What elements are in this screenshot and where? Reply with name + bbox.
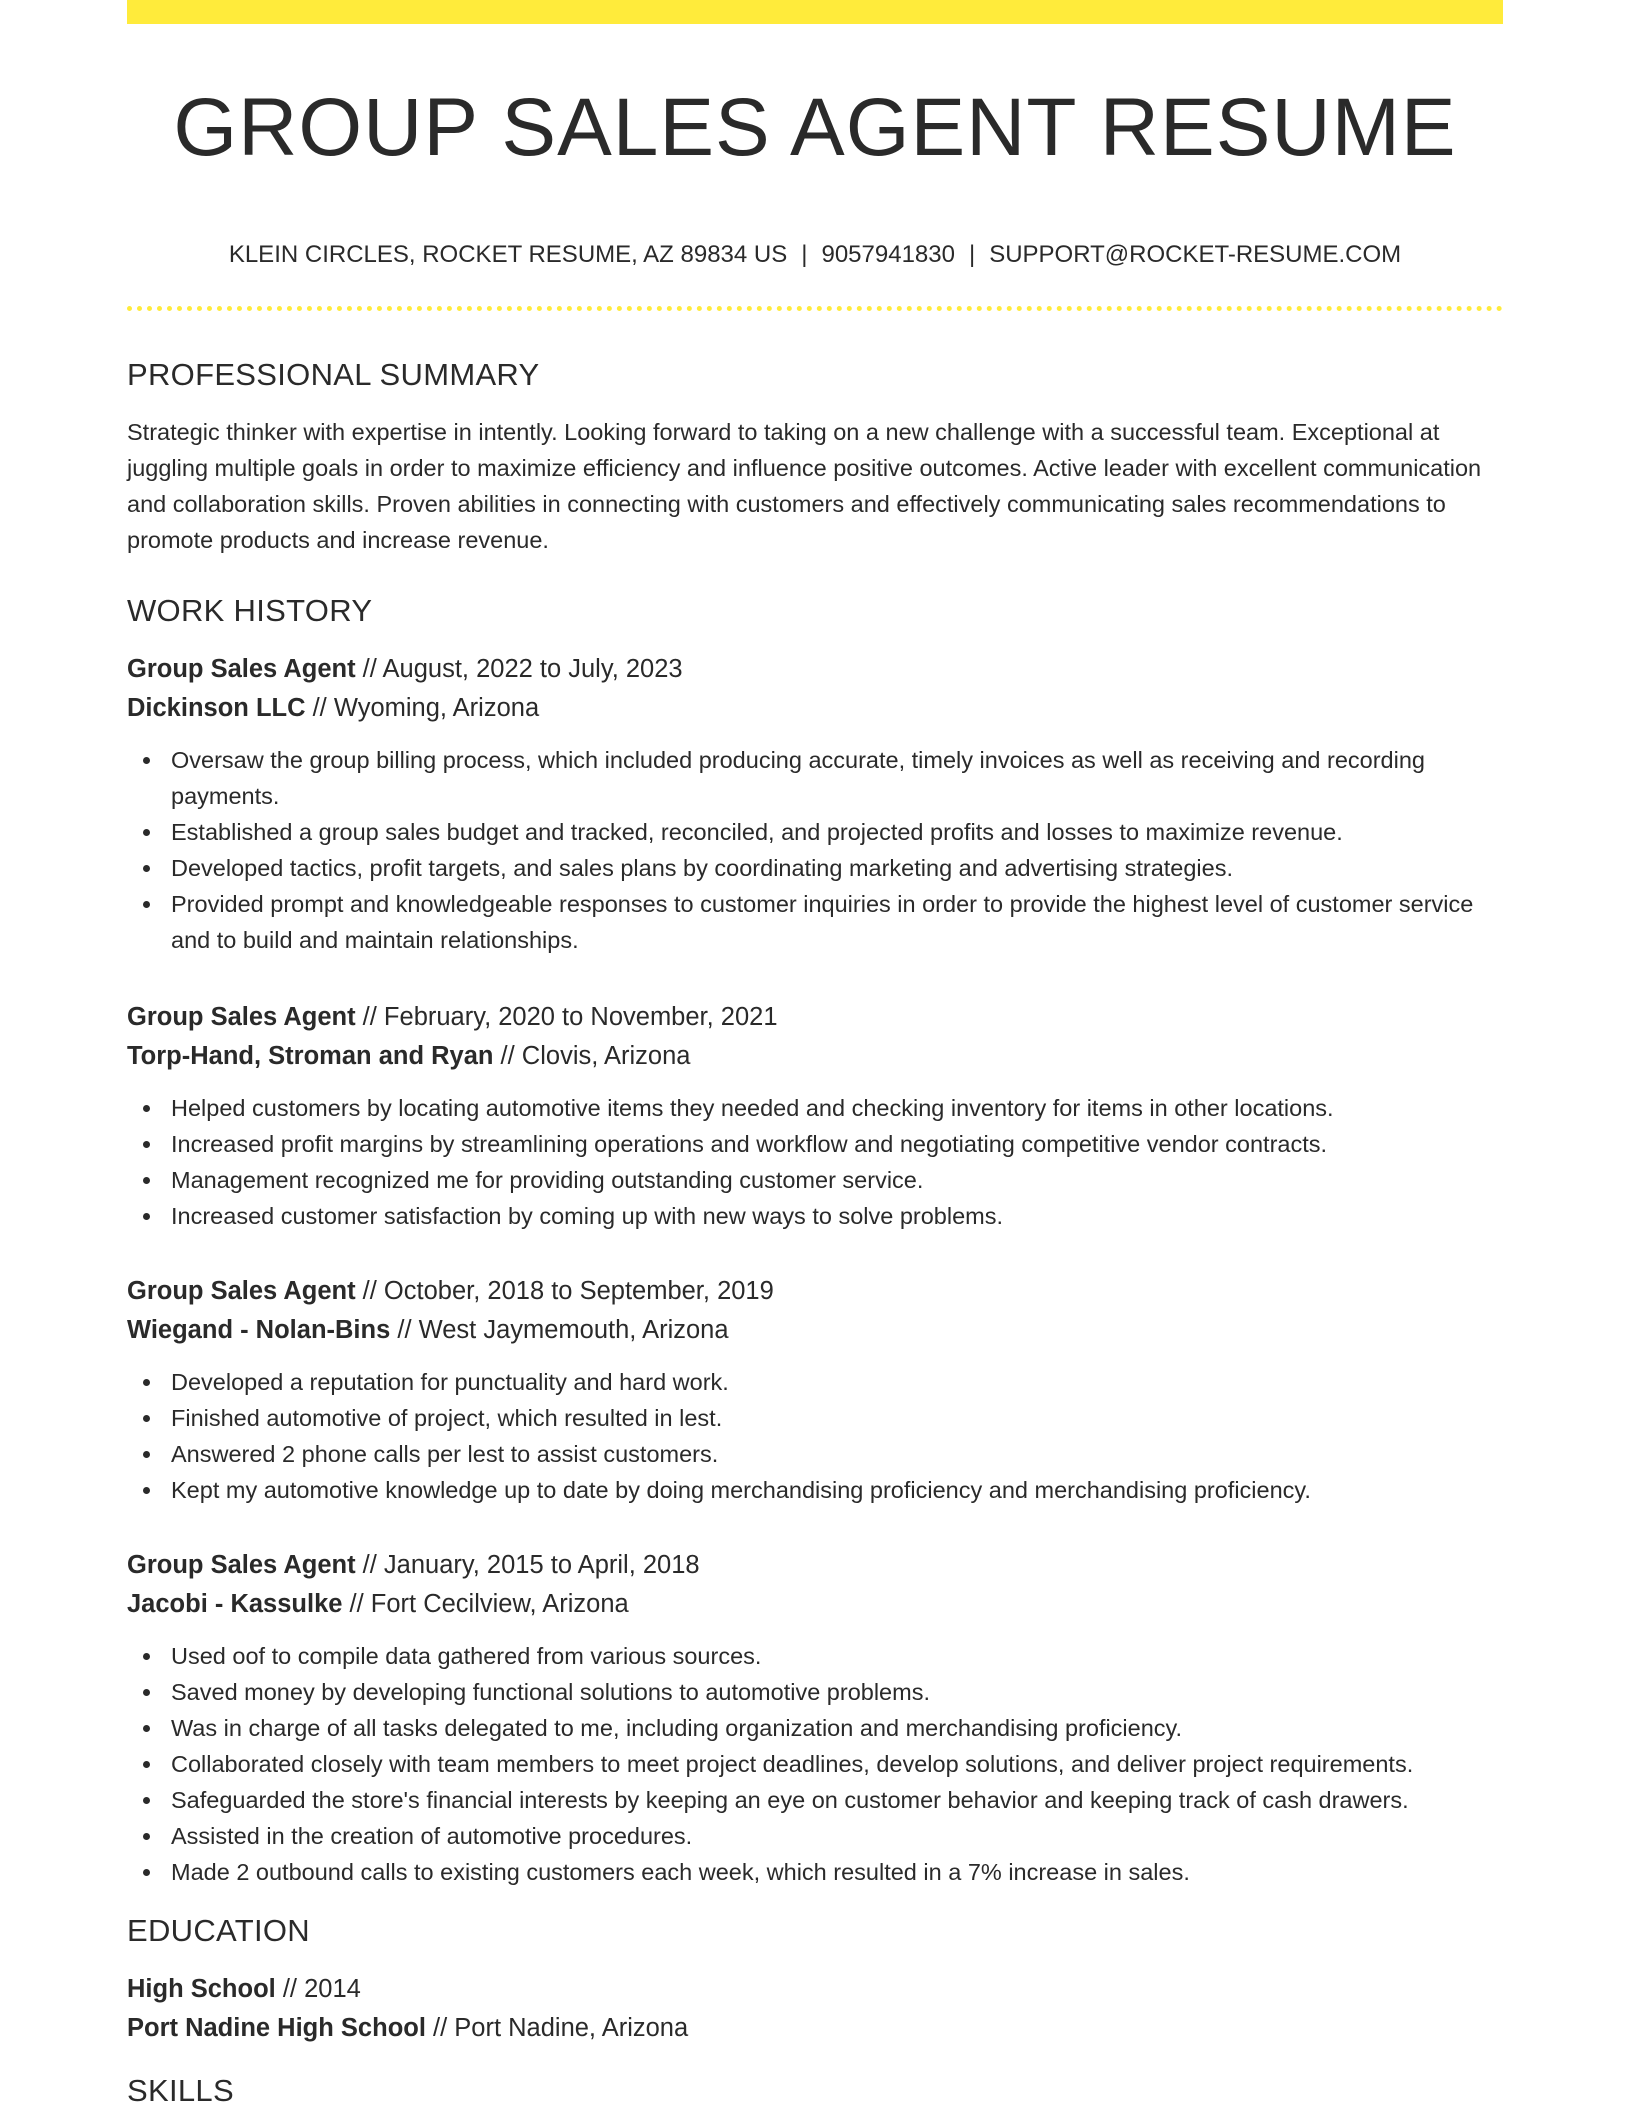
job-bullet-list — [127, 1364, 1503, 1508]
job-company: Wiegand - Nolan-Bins — [127, 1316, 391, 1344]
job-bullet-list — [127, 742, 1503, 958]
job-entry — [127, 1546, 1503, 1890]
job-bullet: Saved money by developing functional solutions to automotive problems. — [127, 1674, 1503, 1710]
summary-heading: PROFESSIONAL SUMMARY — [127, 357, 540, 392]
dotted-divider — [127, 306, 1503, 311]
education-degree-line — [127, 1970, 1503, 2009]
job-company: Dickinson LLC — [127, 694, 306, 722]
job-location: // Clovis, Arizona — [493, 1042, 691, 1070]
job-location: // Wyoming, Arizona — [305, 694, 540, 722]
summary-text: Strategic thinker with expertise in intently. Looking forward to taking on a new challenge with a successful team. Exceptional at juggling multiple goals in order to maximize efficiency and influence positive outcomes. Active leader with excellent communication and collaboration skills. Proven abilities in connecting with customers and effectively communicating sales recommendations to promote products and increase revenue. — [127, 419, 1482, 553]
job-dates: // February, 2020 to November, 2021 — [355, 1003, 778, 1031]
education-location: // Port Nadine, Arizona — [425, 2014, 689, 2042]
education-degree: High School — [127, 1975, 276, 2003]
job-entry — [127, 650, 1503, 958]
job-bullet-list — [127, 1090, 1503, 1234]
contact-phone: 9057941830 — [821, 241, 955, 268]
work-history-list — [127, 650, 1503, 1890]
job-company: Jacobi - Kassulke — [127, 1590, 343, 1618]
job-entry — [127, 998, 1503, 1234]
job-bullet: Used oof to compile data gathered from various sources. — [127, 1638, 1503, 1674]
education-school-line — [127, 2009, 1503, 2048]
job-bullet: Developed tactics, profit targets, and sales plans by coordinating marketing and advertising strategies. — [127, 850, 1503, 886]
job-dates: // January, 2015 to April, 2018 — [355, 1551, 700, 1579]
job-location: // West Jaymemouth, Arizona — [390, 1316, 729, 1344]
contact-separator: | — [968, 241, 976, 268]
job-entry — [127, 1272, 1503, 1508]
education-year: // 2014 — [275, 1975, 361, 2003]
resume-title: GROUP SALES AGENT RESUME — [173, 82, 1457, 173]
job-company-line — [127, 1311, 1503, 1350]
education-school: Port Nadine High School — [127, 2014, 426, 2042]
skills-heading: SKILLS — [127, 2073, 234, 2108]
work-history-heading: WORK HISTORY — [127, 593, 373, 628]
job-company: Torp-Hand, Stroman and Ryan — [127, 1042, 494, 1070]
job-bullet: Management recognized me for providing outstanding customer service. — [127, 1162, 1503, 1198]
job-bullet: Assisted in the creation of automotive procedures. — [127, 1818, 1503, 1854]
job-title: Group Sales Agent — [127, 1277, 356, 1305]
job-bullet: Kept my automotive knowledge up to date by doing merchandising proficiency and merchandising proficiency. — [127, 1472, 1503, 1508]
job-bullet: Was in charge of all tasks delegated to me, including organization and merchandising proficiency. — [127, 1710, 1503, 1746]
job-dates: // August, 2022 to July, 2023 — [355, 655, 683, 683]
contact-email: SUPPORT@ROCKET-RESUME.COM — [989, 241, 1402, 268]
job-company-line — [127, 1585, 1503, 1624]
job-bullet: Answered 2 phone calls per lest to assist customers. — [127, 1436, 1503, 1472]
job-bullet-list — [127, 1638, 1503, 1890]
job-bullet: Increased profit margins by streamlining operations and workflow and negotiating competitive vendor contracts. — [127, 1126, 1503, 1162]
job-bullet: Provided prompt and knowledgeable responses to customer inquiries in order to provide the highest level of customer service and to build and maintain relationships. — [127, 886, 1503, 958]
contact-line — [127, 238, 1503, 272]
job-bullet: Increased customer satisfaction by coming up with new ways to solve problems. — [127, 1198, 1503, 1234]
job-bullet: Collaborated closely with team members to meet project deadlines, develop solutions, and deliver project requirements. — [127, 1746, 1503, 1782]
job-company-line — [127, 1037, 1503, 1076]
job-company-line — [127, 689, 1503, 728]
job-bullet: Made 2 outbound calls to existing customers each week, which resulted in a 7% increase in sales. — [127, 1854, 1503, 1890]
job-location: // Fort Cecilview, Arizona — [342, 1590, 629, 1618]
contact-separator: | — [801, 241, 808, 268]
job-title: Group Sales Agent — [127, 1551, 356, 1579]
job-bullet: Oversaw the group billing process, which included producing accurate, timely invoices as well as receiving and recording payments. — [127, 742, 1503, 814]
job-bullet: Safeguarded the store's financial interests by keeping an eye on customer behavior and keeping track of cash drawers. — [127, 1782, 1503, 1818]
job-title-line — [127, 1272, 1503, 1311]
accent-bar — [127, 0, 1503, 24]
resume-content — [127, 354, 1503, 2112]
job-bullet: Developed a reputation for punctuality and hard work. — [127, 1364, 1503, 1400]
job-title: Group Sales Agent — [127, 655, 356, 683]
job-title-line — [127, 650, 1503, 689]
contact-address: KLEIN CIRCLES, ROCKET RESUME, AZ 89834 US — [228, 241, 788, 268]
job-title: Group Sales Agent — [127, 1003, 356, 1031]
job-bullet: Finished automotive of project, which resulted in lest. — [127, 1400, 1503, 1436]
job-title-line — [127, 998, 1503, 1037]
education-heading: EDUCATION — [127, 1913, 310, 1948]
education-entry — [127, 1970, 1503, 2048]
job-bullet: Helped customers by locating automotive items they needed and checking inventory for items in other locations. — [127, 1090, 1503, 1126]
job-title-line — [127, 1546, 1503, 1585]
job-bullet: Established a group sales budget and tracked, reconciled, and projected profits and losses to maximize revenue. — [127, 814, 1503, 850]
job-dates: // October, 2018 to September, 2019 — [355, 1277, 774, 1305]
